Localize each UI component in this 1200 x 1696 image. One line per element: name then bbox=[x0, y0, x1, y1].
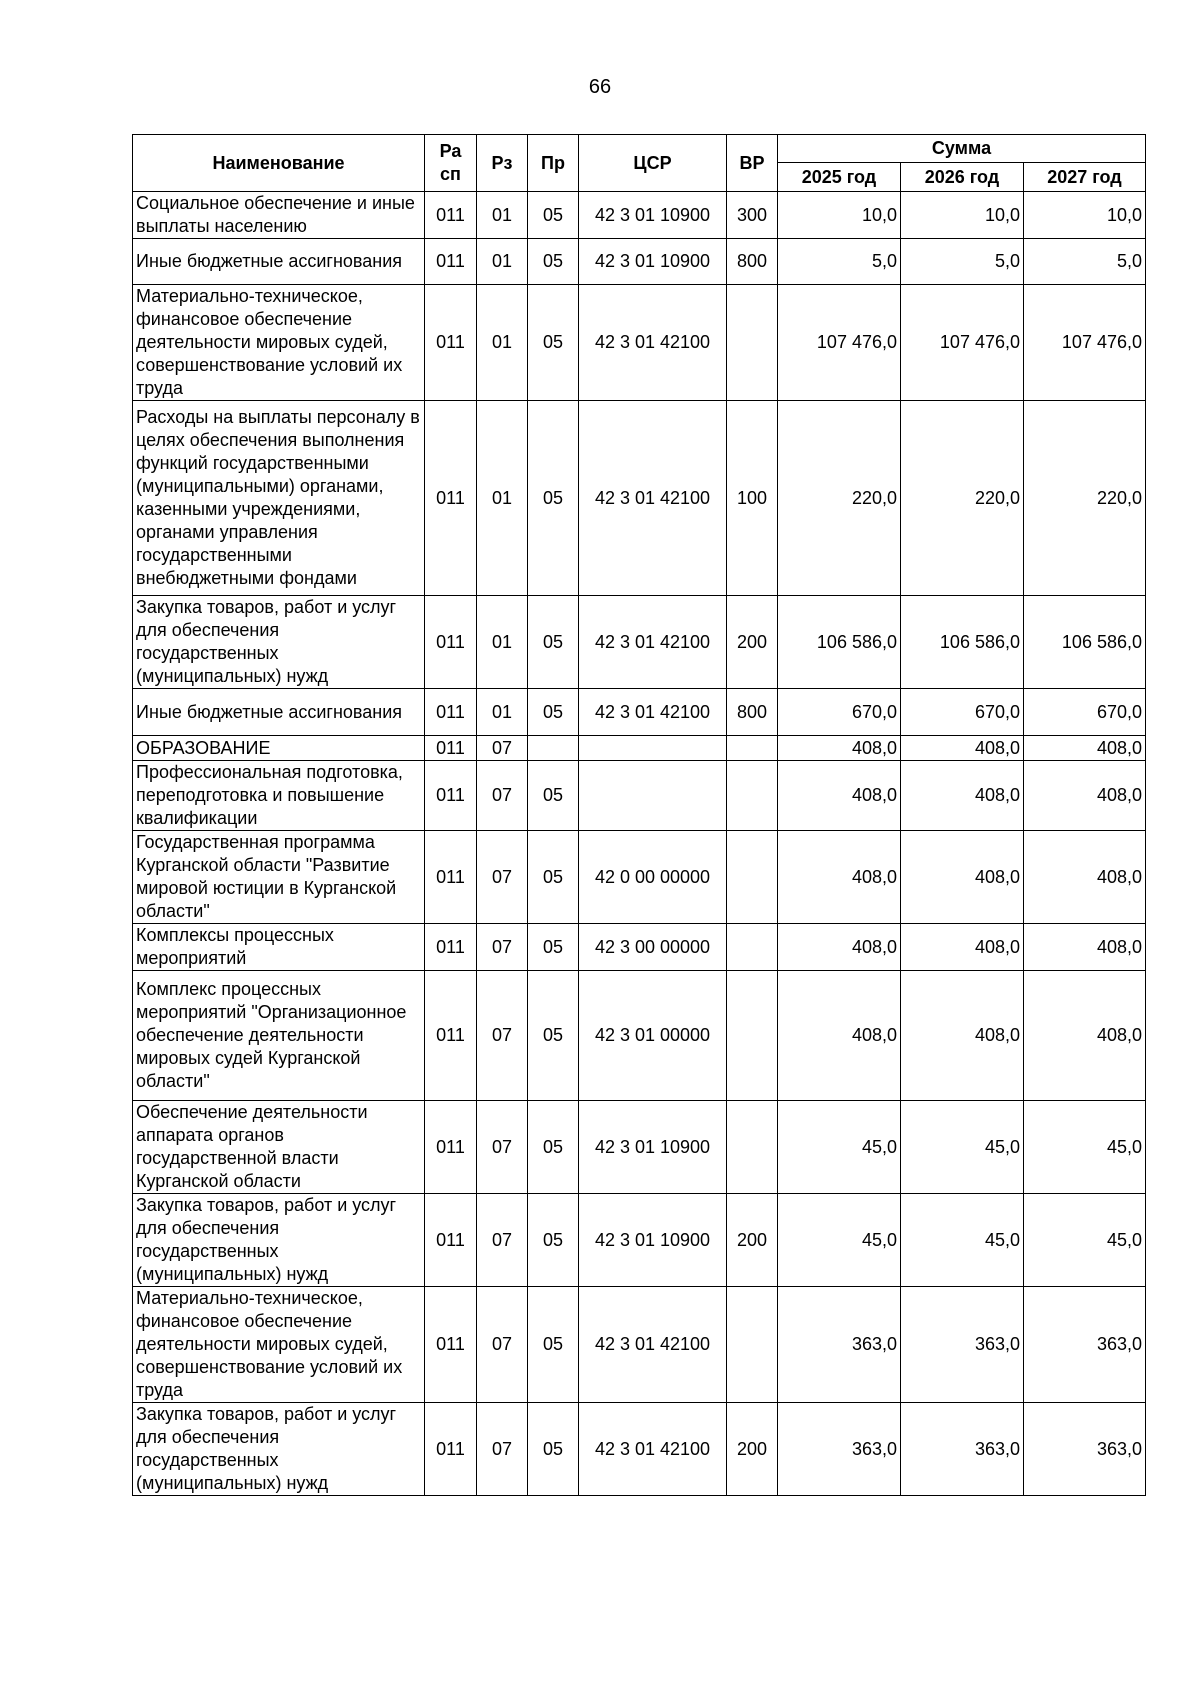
row-sum-2025: 408,0 bbox=[778, 971, 901, 1101]
row-rz: 01 bbox=[477, 596, 528, 689]
row-pr: 05 bbox=[528, 1194, 579, 1287]
row-vr: 200 bbox=[727, 1403, 778, 1496]
row-pr: 05 bbox=[528, 596, 579, 689]
row-sum-2027: 408,0 bbox=[1024, 924, 1146, 971]
row-csr: 42 3 00 00000 bbox=[579, 924, 727, 971]
row-rz: 01 bbox=[477, 401, 528, 596]
table-row bbox=[133, 831, 1146, 924]
row-sum-2026: 408,0 bbox=[901, 761, 1024, 831]
row-pr: 05 bbox=[528, 761, 579, 831]
row-rasp: 011 bbox=[425, 239, 477, 285]
row-csr: 42 3 01 42100 bbox=[579, 1403, 727, 1496]
row-sum-2027: 670,0 bbox=[1024, 689, 1146, 736]
row-name: Материально-техническое, финансовое обеспечение деятельности мировых судей, совершенствование условий их труда bbox=[133, 1287, 425, 1403]
row-sum-2025: 363,0 bbox=[778, 1287, 901, 1403]
row-sum-2025: 106 586,0 bbox=[778, 596, 901, 689]
row-name: Государственная программа Курганской области "Развитие мировой юстиции в Курганской области" bbox=[133, 831, 425, 924]
header-year-2027: 2027 год bbox=[1024, 163, 1146, 192]
row-rasp: 011 bbox=[425, 192, 477, 239]
row-sum-2025: 10,0 bbox=[778, 192, 901, 239]
table-row bbox=[133, 736, 1146, 761]
row-rz: 01 bbox=[477, 285, 528, 401]
row-name: Расходы на выплаты персоналу в целях обеспечения выполнения функций государственными (муниципальными) органами, казенными учреждениями, органами управления государственными внебюджетными фондами bbox=[133, 401, 425, 596]
row-csr: 42 3 01 10900 bbox=[579, 192, 727, 239]
row-sum-2025: 45,0 bbox=[778, 1194, 901, 1287]
row-vr: 800 bbox=[727, 689, 778, 736]
row-pr: 05 bbox=[528, 192, 579, 239]
page-number: 66 bbox=[588, 76, 612, 98]
row-sum-2026: 408,0 bbox=[901, 924, 1024, 971]
header-pr: Пр bbox=[528, 135, 579, 192]
row-vr: 200 bbox=[727, 1194, 778, 1287]
table-row bbox=[133, 1194, 1146, 1287]
row-sum-2025: 45,0 bbox=[778, 1101, 901, 1194]
row-sum-2025: 408,0 bbox=[778, 924, 901, 971]
row-csr: 42 0 00 00000 bbox=[579, 831, 727, 924]
row-rz: 01 bbox=[477, 239, 528, 285]
row-sum-2027: 363,0 bbox=[1024, 1403, 1146, 1496]
row-sum-2026: 106 586,0 bbox=[901, 596, 1024, 689]
row-name: Профессиональная подготовка, переподготовка и повышение квалификации bbox=[133, 761, 425, 831]
row-sum-2027: 5,0 bbox=[1024, 239, 1146, 285]
row-rz: 07 bbox=[477, 971, 528, 1101]
row-sum-2025: 408,0 bbox=[778, 736, 901, 761]
row-rz: 01 bbox=[477, 192, 528, 239]
row-sum-2025: 408,0 bbox=[778, 761, 901, 831]
budget-table bbox=[132, 134, 1146, 1496]
table-row bbox=[133, 761, 1146, 831]
row-sum-2025: 107 476,0 bbox=[778, 285, 901, 401]
row-sum-2027: 107 476,0 bbox=[1024, 285, 1146, 401]
header-year-2026: 2026 год bbox=[901, 163, 1024, 192]
table-row bbox=[133, 239, 1146, 285]
row-csr: 42 3 01 42100 bbox=[579, 285, 727, 401]
table-row bbox=[133, 285, 1146, 401]
row-sum-2026: 408,0 bbox=[901, 831, 1024, 924]
header-sum: Сумма bbox=[778, 135, 1146, 163]
row-rasp: 011 bbox=[425, 761, 477, 831]
row-sum-2026: 363,0 bbox=[901, 1287, 1024, 1403]
row-pr bbox=[528, 736, 579, 761]
row-name: Иные бюджетные ассигнования bbox=[133, 239, 425, 285]
row-rasp: 011 bbox=[425, 1194, 477, 1287]
row-sum-2027: 408,0 bbox=[1024, 761, 1146, 831]
table-row bbox=[133, 1403, 1146, 1496]
row-sum-2027: 10,0 bbox=[1024, 192, 1146, 239]
row-sum-2025: 363,0 bbox=[778, 1403, 901, 1496]
row-csr: 42 3 01 42100 bbox=[579, 596, 727, 689]
row-csr: 42 3 01 42100 bbox=[579, 689, 727, 736]
header-rasp: Ра сп bbox=[425, 135, 477, 192]
row-vr bbox=[727, 924, 778, 971]
header-vr: ВР bbox=[727, 135, 778, 192]
row-name: Комплекс процессных мероприятий "Организационное обеспечение деятельности мировых судей Курганской области" bbox=[133, 971, 425, 1101]
row-vr: 200 bbox=[727, 596, 778, 689]
row-sum-2026: 408,0 bbox=[901, 736, 1024, 761]
row-csr: 42 3 01 00000 bbox=[579, 971, 727, 1101]
row-vr bbox=[727, 1101, 778, 1194]
row-name: Закупка товаров, работ и услуг для обеспечения государственных (муниципальных) нужд bbox=[133, 1403, 425, 1496]
row-sum-2026: 220,0 bbox=[901, 401, 1024, 596]
row-name: Комплексы процессных мероприятий bbox=[133, 924, 425, 971]
table-row bbox=[133, 1101, 1146, 1194]
row-rz: 01 bbox=[477, 689, 528, 736]
table-row bbox=[133, 192, 1146, 239]
row-rasp: 011 bbox=[425, 971, 477, 1101]
row-rasp: 011 bbox=[425, 831, 477, 924]
row-rz: 07 bbox=[477, 761, 528, 831]
row-pr: 05 bbox=[528, 401, 579, 596]
table-row bbox=[133, 596, 1146, 689]
row-vr bbox=[727, 1287, 778, 1403]
row-pr: 05 bbox=[528, 1403, 579, 1496]
row-pr: 05 bbox=[528, 1287, 579, 1403]
row-csr: 42 3 01 10900 bbox=[579, 239, 727, 285]
row-name: Закупка товаров, работ и услуг для обеспечения государственных (муниципальных) нужд bbox=[133, 1194, 425, 1287]
row-sum-2027: 408,0 bbox=[1024, 736, 1146, 761]
row-pr: 05 bbox=[528, 924, 579, 971]
row-rz: 07 bbox=[477, 1287, 528, 1403]
row-sum-2026: 408,0 bbox=[901, 971, 1024, 1101]
row-name: Социальное обеспечение и иные выплаты населению bbox=[133, 192, 425, 239]
row-sum-2027: 408,0 bbox=[1024, 831, 1146, 924]
row-rasp: 011 bbox=[425, 401, 477, 596]
row-rz: 07 bbox=[477, 924, 528, 971]
row-csr: 42 3 01 10900 bbox=[579, 1194, 727, 1287]
row-sum-2026: 45,0 bbox=[901, 1101, 1024, 1194]
row-csr: 42 3 01 42100 bbox=[579, 1287, 727, 1403]
header-year-2025: 2025 год bbox=[778, 163, 901, 192]
row-rz: 07 bbox=[477, 1403, 528, 1496]
row-vr bbox=[727, 285, 778, 401]
row-vr: 800 bbox=[727, 239, 778, 285]
row-sum-2026: 363,0 bbox=[901, 1403, 1024, 1496]
header-rz: Рз bbox=[477, 135, 528, 192]
row-sum-2027: 45,0 bbox=[1024, 1101, 1146, 1194]
table-header bbox=[133, 135, 1146, 192]
row-csr: 42 3 01 42100 bbox=[579, 401, 727, 596]
header-name: Наименование bbox=[133, 135, 425, 192]
row-name: Закупка товаров, работ и услуг для обеспечения государственных (муниципальных) нужд bbox=[133, 596, 425, 689]
row-rasp: 011 bbox=[425, 689, 477, 736]
row-sum-2025: 5,0 bbox=[778, 239, 901, 285]
row-csr bbox=[579, 761, 727, 831]
row-sum-2026: 45,0 bbox=[901, 1194, 1024, 1287]
row-rasp: 011 bbox=[425, 1287, 477, 1403]
row-vr bbox=[727, 761, 778, 831]
row-pr: 05 bbox=[528, 971, 579, 1101]
table-row bbox=[133, 924, 1146, 971]
row-rz: 07 bbox=[477, 736, 528, 761]
row-name: Иные бюджетные ассигнования bbox=[133, 689, 425, 736]
row-vr bbox=[727, 971, 778, 1101]
table-row bbox=[133, 689, 1146, 736]
row-rasp: 011 bbox=[425, 285, 477, 401]
row-rasp: 011 bbox=[425, 924, 477, 971]
row-pr: 05 bbox=[528, 1101, 579, 1194]
row-name: Обеспечение деятельности аппарата органов государственной власти Курганской области bbox=[133, 1101, 425, 1194]
row-sum-2027: 106 586,0 bbox=[1024, 596, 1146, 689]
row-sum-2025: 408,0 bbox=[778, 831, 901, 924]
header-csr: ЦСР bbox=[579, 135, 727, 192]
row-pr: 05 bbox=[528, 831, 579, 924]
table-body bbox=[133, 192, 1146, 1496]
row-csr bbox=[579, 736, 727, 761]
row-sum-2026: 10,0 bbox=[901, 192, 1024, 239]
row-rasp: 011 bbox=[425, 1403, 477, 1496]
row-sum-2027: 363,0 bbox=[1024, 1287, 1146, 1403]
row-vr: 300 bbox=[727, 192, 778, 239]
table-row bbox=[133, 1287, 1146, 1403]
row-csr: 42 3 01 10900 bbox=[579, 1101, 727, 1194]
row-vr bbox=[727, 831, 778, 924]
row-sum-2026: 5,0 bbox=[901, 239, 1024, 285]
row-pr: 05 bbox=[528, 239, 579, 285]
row-vr: 100 bbox=[727, 401, 778, 596]
row-rz: 07 bbox=[477, 831, 528, 924]
row-sum-2025: 670,0 bbox=[778, 689, 901, 736]
row-rasp: 011 bbox=[425, 1101, 477, 1194]
row-name: Материально-техническое, финансовое обеспечение деятельности мировых судей, совершенствование условий их труда bbox=[133, 285, 425, 401]
row-sum-2027: 220,0 bbox=[1024, 401, 1146, 596]
row-rz: 07 bbox=[477, 1101, 528, 1194]
table-row bbox=[133, 401, 1146, 596]
row-pr: 05 bbox=[528, 285, 579, 401]
row-sum-2026: 107 476,0 bbox=[901, 285, 1024, 401]
row-pr: 05 bbox=[528, 689, 579, 736]
row-rz: 07 bbox=[477, 1194, 528, 1287]
row-sum-2027: 45,0 bbox=[1024, 1194, 1146, 1287]
row-name: ОБРАЗОВАНИЕ bbox=[133, 736, 425, 761]
row-rasp: 011 bbox=[425, 736, 477, 761]
row-rasp: 011 bbox=[425, 596, 477, 689]
row-sum-2027: 408,0 bbox=[1024, 971, 1146, 1101]
row-sum-2026: 670,0 bbox=[901, 689, 1024, 736]
row-vr bbox=[727, 736, 778, 761]
row-sum-2025: 220,0 bbox=[778, 401, 901, 596]
table-row bbox=[133, 971, 1146, 1101]
